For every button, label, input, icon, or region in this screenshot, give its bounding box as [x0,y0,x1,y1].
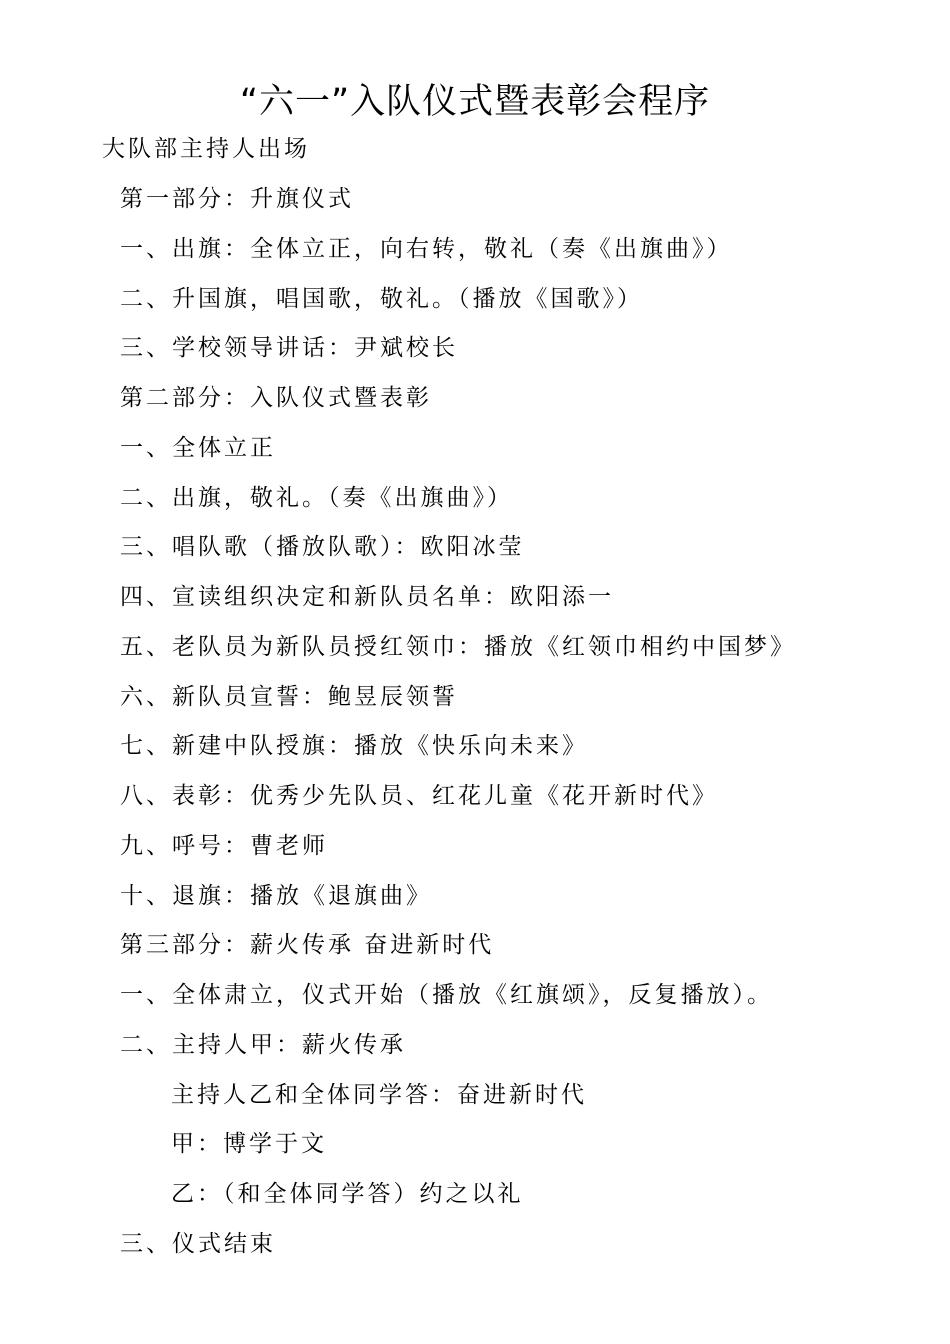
host-entrance-line: 大队部主持人出场 [102,136,310,162]
program-item: 六、新队员宣誓：鲍昱辰领誓 [120,684,458,710]
program-item: 三、仪式结束 [120,1231,276,1257]
section-three-heading: 第三部分：薪火传承 奋进新时代 [120,932,495,958]
document-title: “六一”入队仪式暨表彰会程序 [239,82,711,122]
program-subitem: 甲：博学于文 [171,1131,327,1157]
program-item: 四、宣读组织决定和新队员名单：欧阳添一 [120,584,614,610]
program-item: 二、升国旗，唱国歌，敬礼。（播放《国歌》） [120,286,643,312]
program-item: 九、呼号：曹老师 [120,833,328,859]
program-item: 三、学校领导讲话：尹斌校长 [120,335,458,361]
program-item: 八、表彰：优秀少先队员、红花儿童《花开新时代》 [120,783,718,809]
program-subitem: 乙：（和全体同学答）约之以礼 [171,1181,524,1207]
program-subitem: 主持人乙和全体同学答：奋进新时代 [171,1082,587,1108]
program-item: 五、老队员为新队员授红领巾：播放《红领巾相约中国梦》 [120,634,796,660]
program-item: 三、唱队歌（播放队歌）：欧阳冰莹 [120,534,525,560]
program-item: 十、退旗：播放《退旗曲》 [120,883,432,909]
section-one-heading: 第一部分：升旗仪式 [120,186,354,212]
program-item: 一、出旗：全体立正，向右转，敬礼（奏《出旗曲》） [120,236,733,262]
program-item: 二、主持人甲：薪火传承 [120,1032,406,1058]
program-item: 二、出旗，敬礼。（奏《出旗曲》） [120,485,513,511]
program-item: 七、新建中队授旗：播放《快乐向未来》 [120,733,588,759]
section-two-heading: 第二部分：入队仪式暨表彰 [120,385,432,411]
program-item: 一、全体肃立，仪式开始（播放《红旗颂》，反复播放）。 [120,982,773,1008]
program-item: 一、全体立正 [120,435,276,461]
